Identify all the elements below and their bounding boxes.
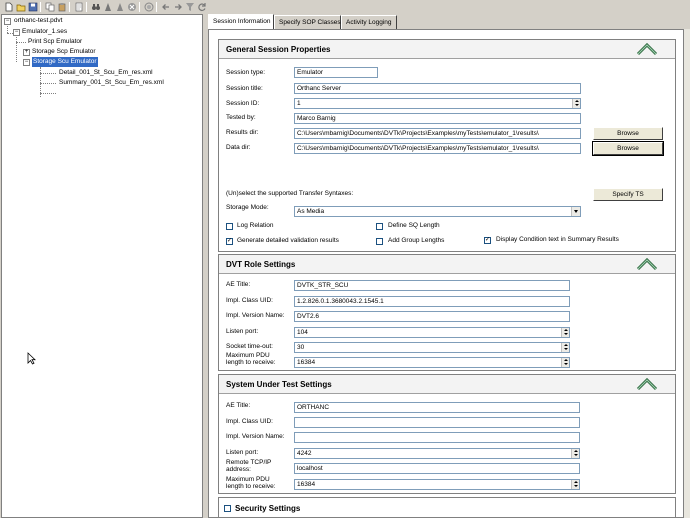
data-dir-label: Data dir: [226,144,251,151]
session-id-stepper[interactable] [294,98,581,109]
results-dir-label: Results dir: [226,129,259,136]
dvt-max-pdu-value: 16384 [297,359,316,366]
tab-specify-sop-classes[interactable]: Specify SOP Classes [274,15,341,29]
tab-session-information[interactable]: Session Information [208,14,274,29]
session-type-field: Emulator [294,67,378,78]
sut-title: System Under Test Settings [226,380,332,389]
add-group-lengths-checkbox[interactable] [376,238,383,245]
dvt-max-pdu-label-line1: Maximum PDU [226,352,270,359]
tree-item-detail-result[interactable]: Detail_001_St_Scu_Em_res.xml [59,69,153,76]
add-group-lengths-label: Add Group Lengths [388,237,445,244]
security-settings-checkbox[interactable] [224,505,231,512]
sut-remote-address-label-line2: address: [226,466,251,473]
tree-item-storage-scu[interactable]: Storage Scu Emulator [33,58,97,65]
security-section [218,497,676,518]
save-icon[interactable] [27,1,38,12]
browse-data-button[interactable]: Browse [593,142,663,155]
session-information-panel [208,29,684,518]
sut-max-pdu-spin-icon[interactable] [571,480,579,489]
session-id-spin-icon[interactable] [572,99,580,108]
session-title-label: Session title: [226,85,263,92]
dvt-socket-timeout-spin-icon[interactable] [561,343,569,352]
sut-ae-title-input[interactable]: ORTHANC [294,402,580,413]
browse-results-button[interactable]: Browse [593,127,663,140]
results-dir-input[interactable]: C:\Users\mbarnig\Documents\DVTk\Projects\Examples\myTests\emulator_1\results\ [294,128,581,139]
sut-impl-uid-input[interactable] [294,417,580,428]
paste-icon[interactable] [56,1,67,12]
dvt-role-section [218,254,676,371]
sut-max-pdu-label-line2: length to receive: [226,483,276,490]
transfer-syntax-label: (Un)select the supported Transfer Syntaxes: [226,190,354,197]
forward-arrow-icon[interactable] [172,1,183,12]
sut-remote-address-label-line1: Remote TCP/IP [226,459,272,466]
storage-scp-expander[interactable]: + [24,49,29,55]
collapse-section-icon[interactable] [636,377,658,391]
tree-item-storage-scp[interactable]: Storage Scp Emulator [32,48,96,55]
collapse-section-icon[interactable] [636,257,658,271]
security-settings-title: Security Settings [235,504,301,513]
run-all-icon[interactable] [114,1,125,12]
sut-section [218,374,676,494]
dvt-socket-timeout-value: 30 [297,344,305,351]
dvt-listen-port-label: Listen port: [226,328,259,335]
dvt-role-title: DVT Role Settings [226,260,296,269]
session-id-value: 1 [297,100,301,107]
log-relation-label: Log Relation [237,222,274,229]
project-tree[interactable] [1,14,203,518]
chevron-down-icon[interactable] [571,207,580,216]
dvt-listen-port-stepper[interactable] [294,327,570,338]
tree-item-summary-result[interactable]: Summary_001_St_Scu_Em_res.xml [59,79,164,86]
dvt-ae-title-label: AE Title: [226,281,251,288]
dvt-impl-uid-label: Impl. Class UID: [226,297,273,304]
sut-header [219,375,675,394]
dvt-max-pdu-spin-icon[interactable] [561,358,569,367]
refresh-icon[interactable] [196,1,207,12]
dvt-socket-timeout-label: Socket time-out: [226,343,273,350]
dvt-socket-timeout-stepper[interactable] [294,342,570,353]
copy-icon[interactable] [44,1,55,12]
general-session-section [218,39,676,252]
sut-listen-port-spin-icon[interactable] [571,449,579,458]
sut-impl-version-input[interactable] [294,432,580,443]
dvt-impl-version-label: Impl. Version Name: [226,312,285,319]
dvt-ae-title-input[interactable]: DVTK_STR_SCU [294,280,570,291]
sut-listen-port-label: Listen port: [226,449,259,456]
dvt-impl-version-input[interactable]: DVT2.6 [294,311,570,322]
script-icon[interactable] [73,1,84,12]
dvt-max-pdu-label-line2: length to receive: [226,359,276,366]
general-session-title: General Session Properties [226,45,331,54]
storage-mode-value: As Media [297,208,325,215]
display-condition-label: Display Condition text in Summary Results [496,236,619,243]
sut-max-pdu-value: 16384 [297,481,316,488]
run-icon[interactable] [102,1,113,12]
new-file-icon[interactable] [3,1,14,12]
session-expander[interactable]: − [14,29,19,35]
specify-ts-button[interactable]: Specify TS [593,188,663,201]
data-dir-input[interactable]: C:\Users\mbarnig\Documents\DVTk\Projects\Examples\myTests\emulator_1\results\ [294,143,581,154]
dvt-listen-port-spin-icon[interactable] [561,328,569,337]
storage-mode-label: Storage Mode: [226,204,269,211]
sut-listen-port-value: 4242 [297,450,312,457]
tree-root-project[interactable]: orthanc-test.pdvt [14,17,63,24]
tree-session[interactable]: Emulator_1.ses [22,28,68,35]
session-id-label: Session ID: [226,100,260,107]
define-sq-length-label: Define SQ Length [388,222,440,229]
stop-icon[interactable] [126,1,137,12]
sut-listen-port-stepper[interactable] [294,448,580,459]
tree-item-print-scp[interactable]: Print Scp Emulator [28,38,83,45]
session-type-label: Session type: [226,69,266,76]
record-icon[interactable] [143,1,154,12]
tab-activity-logging[interactable]: Activity Logging [341,15,397,29]
log-relation-checkbox[interactable] [226,223,233,230]
tested-by-label: Tested by: [226,114,256,121]
root-expander[interactable]: − [5,18,10,24]
dvt-listen-port-value: 104 [297,329,308,336]
binoculars-icon[interactable] [90,1,101,12]
storage-scu-expander[interactable]: − [24,59,29,65]
dvt-role-header [219,255,675,274]
back-arrow-icon[interactable] [160,1,171,12]
generate-validation-checkbox[interactable]: ✓ [227,238,233,244]
storage-mode-select[interactable] [294,206,581,217]
sut-impl-uid-label: Impl. Class UID: [226,418,273,425]
sut-impl-version-label: Impl. Version Name: [226,433,285,440]
general-session-header [219,40,675,59]
dvt-max-pdu-stepper[interactable] [294,357,570,368]
sut-remote-address-input[interactable]: localhost [294,463,580,474]
filter-icon[interactable] [184,1,195,12]
tested-by-input[interactable]: Marco Barnig [294,113,581,124]
define-sq-length-checkbox[interactable] [376,223,383,230]
sut-max-pdu-stepper[interactable] [294,479,580,490]
session-title-input[interactable]: Orthanc Server [294,83,581,94]
sut-max-pdu-label-line1: Maximum PDU [226,476,270,483]
dvt-impl-uid-input[interactable]: 1.2.826.0.1.3680043.2.1545.1 [294,296,570,307]
collapse-section-icon[interactable] [636,42,658,56]
sut-ae-title-label: AE Title: [226,402,251,409]
mouse-cursor-icon [27,352,36,365]
vertical-scrollbar[interactable] [684,29,690,518]
open-folder-icon[interactable] [15,1,26,12]
toolbar [0,0,690,14]
display-condition-checkbox[interactable]: ✓ [485,237,491,243]
generate-validation-label: Generate detailed validation results [237,237,339,244]
